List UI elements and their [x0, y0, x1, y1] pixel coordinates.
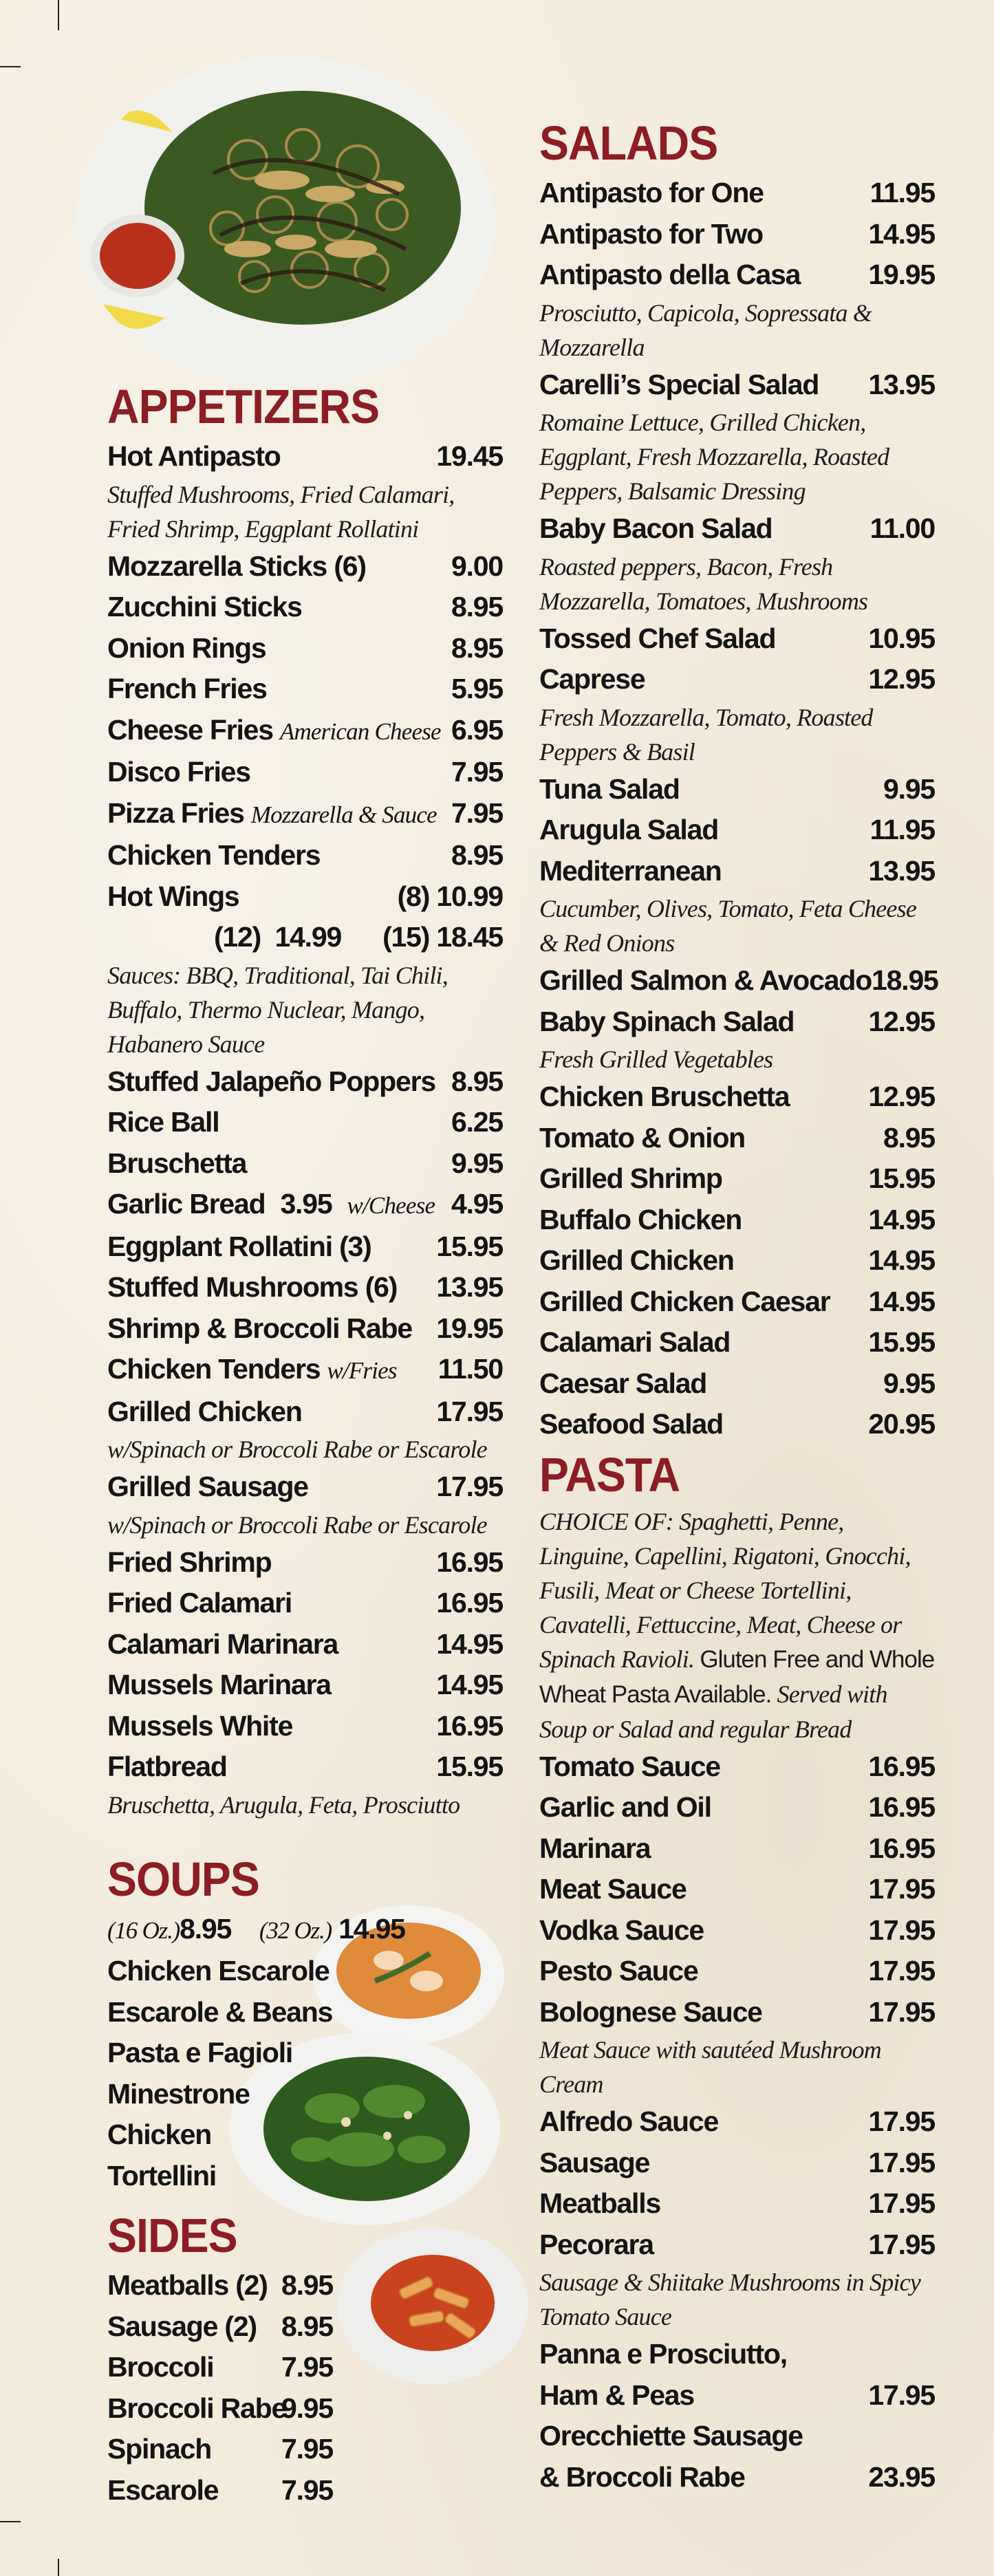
- crop-mark: [0, 66, 21, 67]
- item-name: Grilled Shrimp: [539, 1162, 722, 1194]
- appetizers-heading: APPETIZERS: [107, 380, 380, 433]
- item-name: Caprese: [539, 663, 645, 695]
- item-note: Roasted peppers, Bacon, Fresh Mozzarella, Tomatoes, Mushrooms: [539, 552, 868, 615]
- hot-wings-sizes: (12) 14.99 (15) 18.45: [213, 921, 503, 953]
- menu-item: [107, 1746, 503, 1822]
- item-price: 17.95: [868, 2379, 935, 2411]
- soups-list: [107, 1951, 503, 2196]
- item-price: 11.95: [869, 177, 935, 208]
- item-price: 15.95: [868, 1162, 935, 1194]
- item-price: 12.95: [868, 1005, 935, 1037]
- item-name: Hot Wings: [107, 880, 239, 912]
- item-name: Bolognese Sauce: [539, 1995, 762, 2028]
- item-name: Arugula Salad: [539, 814, 719, 845]
- menu-item: [107, 1349, 503, 1392]
- menu-item: [539, 1240, 935, 1281]
- menu-item: [107, 1583, 503, 1624]
- item-price: 19.95: [868, 259, 935, 290]
- item-name: Antipasto for Two: [539, 217, 764, 250]
- item-price: 3.95: [280, 1188, 332, 1220]
- menu-item: [539, 1869, 935, 1910]
- item-name: Eggplant Rollatini (3): [107, 1230, 371, 1262]
- menu-item: [539, 810, 935, 851]
- item-note: w/Spinach or Broccoli Rabe or Escarole: [107, 1511, 487, 1539]
- crop-mark: [0, 2521, 21, 2522]
- item-name: Pesto Sauce: [539, 1955, 698, 1987]
- item-price: 23.95: [868, 2460, 935, 2493]
- item-name: Meat Sauce: [539, 1873, 687, 1905]
- item-name: Grilled Sausage: [107, 1471, 308, 1502]
- item-name: Garlic and Oil: [539, 1791, 711, 1823]
- item-price: 14.95: [436, 1669, 503, 1700]
- item-name: Tossed Chef Salad: [539, 622, 776, 654]
- item-name: French Fries: [107, 673, 267, 704]
- item-price: 9.95: [451, 1147, 503, 1179]
- item-price: 7.95: [281, 2474, 333, 2506]
- item-name: Broccoli: [107, 2351, 214, 2383]
- menu-item: [107, 669, 503, 710]
- item-note: Stuffed Mushrooms, Fried Calamari, Fried Shrimp, Eggplant Rollatini: [107, 480, 455, 543]
- item-name: Disco Fries: [107, 756, 250, 788]
- item-price: 11.00: [869, 512, 935, 544]
- menu-item: [539, 2334, 935, 2416]
- menu-item: [539, 2416, 935, 2498]
- item-price: 8.95: [451, 631, 503, 664]
- item-price: 16.95: [436, 1587, 503, 1619]
- item-price: 12.95: [868, 1081, 935, 1112]
- item-name: Alfredo Sauce: [539, 2106, 719, 2137]
- item-name: Chicken Bruschetta: [539, 1081, 790, 1112]
- item-name: Antipasto for One: [539, 177, 764, 208]
- item-price: 18.95: [872, 964, 938, 996]
- item-note: Sauces: BBQ, Traditional, Tai Chili, Buffalo, Thermo Nuclear, Mango, Habanero Sauce: [107, 961, 448, 1058]
- item-name: Cheese Fries: [107, 713, 273, 746]
- item-price: 7.95: [281, 2351, 333, 2383]
- item-name: Panna e Prosciutto,: [539, 2338, 787, 2370]
- item-inline-note: w/Fries: [327, 1357, 397, 1384]
- item-name: Mediterranean: [539, 854, 722, 887]
- item-price: 16.95: [868, 1832, 935, 1864]
- item-price: 17.95: [868, 1873, 935, 1905]
- menu-item: [539, 1828, 935, 1870]
- item-price: 16.95: [436, 1709, 503, 1742]
- item-name: Baby Bacon Salad: [539, 512, 772, 544]
- menu-item: [539, 2101, 935, 2143]
- item-price: 7.95: [451, 797, 503, 829]
- item-name: Antipasto della Casa: [539, 259, 801, 290]
- item-name: Mozzarella Sticks (6): [107, 550, 366, 582]
- item-price: 17.95: [868, 2187, 935, 2219]
- item-name: Vodka Sauce: [539, 1914, 704, 1946]
- item-name: Marinara: [539, 1832, 651, 1864]
- item-note: Fresh Grilled Vegetables: [539, 1046, 773, 1073]
- item-price: 19.95: [436, 1312, 503, 1344]
- item-price: 4.95: [451, 1188, 503, 1220]
- menu-item: [539, 1787, 935, 1828]
- menu-item: [107, 628, 503, 669]
- menu-item: [107, 876, 503, 918]
- item-price: 17.95: [868, 1914, 935, 1946]
- item-price: 17.95: [868, 2146, 935, 2178]
- item-name: Rice Ball: [107, 1106, 219, 1138]
- item-name: Stuffed Mushrooms (6): [107, 1271, 398, 1303]
- pasta-list: [539, 1746, 935, 2335]
- item-name: Pecorara: [539, 2228, 653, 2260]
- side-item: [107, 2265, 503, 2306]
- menu-item: [107, 1466, 503, 1542]
- item-name: Tomato Sauce: [539, 1750, 720, 1782]
- soup-item: Escarole & Beans: [107, 1995, 333, 2028]
- menu-item: [107, 752, 503, 793]
- menu-item: [539, 2143, 935, 2184]
- item-name: Caesar Salad: [539, 1367, 707, 1399]
- item-name: Tuna Salad: [539, 772, 680, 805]
- item-name: Carelli’s Special Salad: [539, 368, 819, 400]
- item-name: Fried Calamari: [107, 1587, 292, 1619]
- item-price: 9.00: [451, 550, 503, 582]
- menu-item: [107, 546, 503, 587]
- menu-item: [107, 1706, 503, 1747]
- item-name: Flatbread: [107, 1751, 227, 1782]
- item-price: 11.50: [437, 1353, 503, 1385]
- fried-calamari-photo: [76, 56, 495, 388]
- item-price: 16.95: [868, 1750, 935, 1782]
- menu-item: [539, 618, 935, 660]
- appetizers-list: [107, 436, 503, 876]
- item-inline-note: American Cheese: [279, 717, 441, 745]
- item-note: Romaine Lettuce, Grilled Chicken, Eggplant, Fresh Mozzarella, Roasted Peppers, Balsamic Dressing: [539, 409, 889, 505]
- item-price: 7.95: [281, 2433, 333, 2465]
- item-name: Mussels White: [107, 1709, 293, 1742]
- item-name: Chicken Tenders: [107, 1353, 321, 1385]
- item-price: 8.95: [451, 591, 503, 623]
- menu-item: [539, 1992, 935, 2102]
- item-name: Ham & Peas: [539, 2379, 695, 2411]
- menu-item: [539, 1002, 935, 1077]
- item-name: Bruschetta: [107, 1147, 247, 1179]
- item-name: Pizza Fries: [107, 797, 244, 829]
- soup-sizes: (16 Oz.)8.95 (32 Oz.) 14.95: [107, 1912, 405, 1945]
- menu-item: [107, 1226, 503, 1268]
- menu-item: [539, 769, 935, 810]
- item-price: 14.95: [868, 217, 935, 250]
- item-name: Escarole: [107, 2474, 219, 2506]
- item-name: Spinach: [107, 2433, 212, 2465]
- soup-item: Chicken Escarole: [107, 1955, 329, 1987]
- side-item: [107, 2388, 503, 2429]
- menu-item: [107, 835, 503, 876]
- item-name: Sausage (2): [107, 2310, 257, 2342]
- item-price: 7.95: [451, 756, 503, 788]
- item-price: 12.95: [868, 663, 935, 695]
- soup-item: Tortellini: [107, 2159, 217, 2191]
- menu-item: [107, 710, 503, 753]
- menu-item: [539, 1281, 935, 1323]
- sides-heading: SIDES: [107, 2209, 237, 2262]
- menu-item: [539, 1951, 935, 1992]
- menu-item: [539, 1746, 935, 1788]
- item-price: 13.95: [436, 1271, 503, 1303]
- item-price: 20.95: [868, 1408, 935, 1440]
- menu-item: [539, 365, 935, 509]
- menu-item: [107, 1102, 503, 1143]
- item-inline-note: Mozzarella & Sauce: [250, 801, 437, 828]
- item-name: Seafood Salad: [539, 1408, 723, 1440]
- menu-item: [539, 851, 935, 961]
- menu-item: [107, 1392, 503, 1467]
- item-price: 16.95: [436, 1546, 503, 1578]
- item-name: Zucchini Sticks: [107, 591, 302, 623]
- item-price: 17.95: [868, 1995, 935, 2028]
- soup-item: Minestrone: [107, 2077, 250, 2110]
- item-price: 15.95: [436, 1751, 503, 1782]
- item-price: 17.95: [868, 2228, 935, 2260]
- item-price: 17.95: [868, 2106, 935, 2137]
- pasta-heading: PASTA: [539, 1447, 680, 1502]
- salads-heading: SALADS: [539, 116, 718, 170]
- item-price: 17.95: [436, 1395, 503, 1427]
- menu-item: [107, 1624, 503, 1665]
- item-price: 9.95: [883, 772, 935, 805]
- menu-item: [539, 173, 935, 214]
- item-price: 19.45: [436, 440, 503, 472]
- item-note: Bruschetta, Arugula, Feta, Prosciutto: [107, 1790, 460, 1819]
- item-name: Hot Antipasto: [107, 440, 281, 472]
- side-item: [107, 2347, 503, 2388]
- soup-item: Pasta e Fagioli: [107, 2037, 293, 2068]
- item-note: w/Spinach or Broccoli Rabe or Escarole: [107, 1436, 487, 1463]
- item-name: Grilled Chicken Caesar: [539, 1285, 830, 1317]
- salads-list: [539, 173, 938, 1445]
- menu-item: [107, 587, 503, 628]
- item-note: Sausage & Shiitake Mushrooms in Spicy Tomato Sauce: [539, 2269, 920, 2330]
- item-price: (8) 10.99: [397, 880, 503, 912]
- menu-item: [539, 1076, 935, 1118]
- menu-item: [539, 1363, 935, 1405]
- menu-item: [107, 1542, 503, 1583]
- item-name: Onion Rings: [107, 631, 266, 664]
- menu-item: [539, 2183, 935, 2225]
- item-price: 17.95: [436, 1471, 503, 1502]
- menu-item: [107, 436, 503, 546]
- item-name: Grilled Chicken: [107, 1395, 302, 1427]
- side-item: [107, 2306, 503, 2348]
- item-name: Calamari Salad: [539, 1326, 731, 1358]
- item-name: Buffalo Chicken: [539, 1203, 742, 1235]
- item-name: Shrimp & Broccoli Rabe: [107, 1312, 412, 1344]
- item-note: Prosciutto, Capicola, Sopressata & Mozzarella: [539, 299, 872, 361]
- item-note: Meat Sauce with sautéed Mushroom Cream: [539, 2036, 881, 2098]
- item-price: 15.95: [436, 1230, 503, 1262]
- item-price: 8.95: [281, 2269, 333, 2301]
- hot-wings: [107, 876, 503, 1061]
- menu-item: [539, 1910, 935, 1951]
- item-name: Calamari Marinara: [107, 1627, 338, 1660]
- item-price: 16.95: [868, 1791, 935, 1823]
- item-price: 8.95: [883, 1121, 935, 1154]
- item-name: Orecchiette Sausage: [539, 2420, 803, 2451]
- item-name: Stuffed Jalapeño Poppers: [107, 1065, 435, 1097]
- left-column: [107, 377, 503, 2511]
- sides-list: [107, 2265, 503, 2511]
- menu-item: [539, 1158, 935, 1200]
- side-item: [107, 2470, 503, 2511]
- item-price: 14.95: [868, 1285, 935, 1317]
- item-name: Chicken Tenders: [107, 839, 321, 871]
- item-name: Meatballs (2): [107, 2269, 268, 2301]
- item-name: Baby Spinach Salad: [539, 1005, 795, 1037]
- item-price: 10.95: [868, 622, 935, 654]
- menu-item: [539, 1118, 935, 1159]
- menu-item: [539, 659, 935, 769]
- item-price: 9.95: [883, 1367, 935, 1399]
- crop-mark: [58, 0, 59, 30]
- menu-item: [539, 255, 935, 365]
- appetizers-list: [107, 1061, 503, 1184]
- item-price: 6.95: [451, 713, 503, 746]
- item-price: 13.95: [868, 368, 935, 400]
- soup-item: Chicken: [107, 2119, 212, 2150]
- soups-heading: SOUPS: [107, 1852, 259, 1906]
- menu-item: [539, 1322, 935, 1363]
- item-name: Mussels Marinara: [107, 1669, 331, 1700]
- menu-item: [539, 2225, 935, 2335]
- menu-item: [539, 1404, 935, 1445]
- item-price: 13.95: [868, 854, 935, 887]
- menu-item: [107, 1308, 503, 1350]
- item-name: Meatballs: [539, 2187, 661, 2219]
- menu-item: [539, 1200, 935, 1241]
- right-column: [539, 113, 938, 2498]
- pasta-intro: CHOICE OF: Spaghetti, Penne, Linguine, Capellini, Rigatoni, Gnocchi, Fusili, Meat or Cheese Tortellini, Cavatelli, Fettuccine, Meat, Cheese or Spinach Ravioli. Gluten Free and Whole Wheat Pasta Available. Served with Soup or Salad and regular Bread: [539, 1507, 935, 1743]
- menu-item: [539, 508, 935, 618]
- menu-item: [107, 1665, 503, 1706]
- item-name: Grilled Salmon & Avocado: [539, 964, 872, 996]
- item-price: 14.95: [868, 1203, 935, 1235]
- item-price: 14.95: [436, 1627, 503, 1660]
- item-name: Sausage: [539, 2146, 650, 2178]
- item-price: 5.95: [451, 673, 503, 704]
- item-price: 8.95: [451, 839, 503, 871]
- item-price: 9.95: [281, 2392, 333, 2424]
- item-price: 6.25: [451, 1106, 503, 1138]
- item-name: Tomato & Onion: [539, 1121, 746, 1154]
- item-price: 8.95: [281, 2310, 333, 2342]
- item-price: 11.95: [869, 814, 935, 845]
- menu-item: [107, 1267, 503, 1308]
- menu-item: [539, 960, 938, 1002]
- item-note: Fresh Mozzarella, Tomato, Roasted Peppers & Basil: [539, 703, 873, 766]
- item-name: & Broccoli Rabe: [539, 2460, 745, 2493]
- item-name: Grilled Chicken: [539, 1244, 734, 1276]
- item-note: Cucumber, Olives, Tomato, Feta Cheese & Red Onions: [539, 895, 917, 957]
- appetizers-list: [107, 1226, 503, 1822]
- crop-mark: [58, 2559, 59, 2576]
- menu-item: [107, 1061, 503, 1103]
- item-price: 17.95: [868, 1955, 935, 1987]
- menu-item: [107, 1143, 503, 1184]
- side-item: [107, 2429, 503, 2470]
- menu-item: [107, 793, 503, 836]
- item-price: 14.95: [868, 1244, 935, 1276]
- item-name: Fried Shrimp: [107, 1546, 272, 1578]
- item-price: 8.95: [451, 1065, 503, 1097]
- item-name: Garlic Bread: [107, 1188, 266, 1220]
- menu-item: [539, 214, 935, 255]
- item-name: Broccoli Rabe: [107, 2392, 287, 2424]
- item-price: 15.95: [868, 1326, 935, 1358]
- item-inline-note: w/Cheese: [347, 1192, 435, 1219]
- menu-item: [107, 1184, 503, 1226]
